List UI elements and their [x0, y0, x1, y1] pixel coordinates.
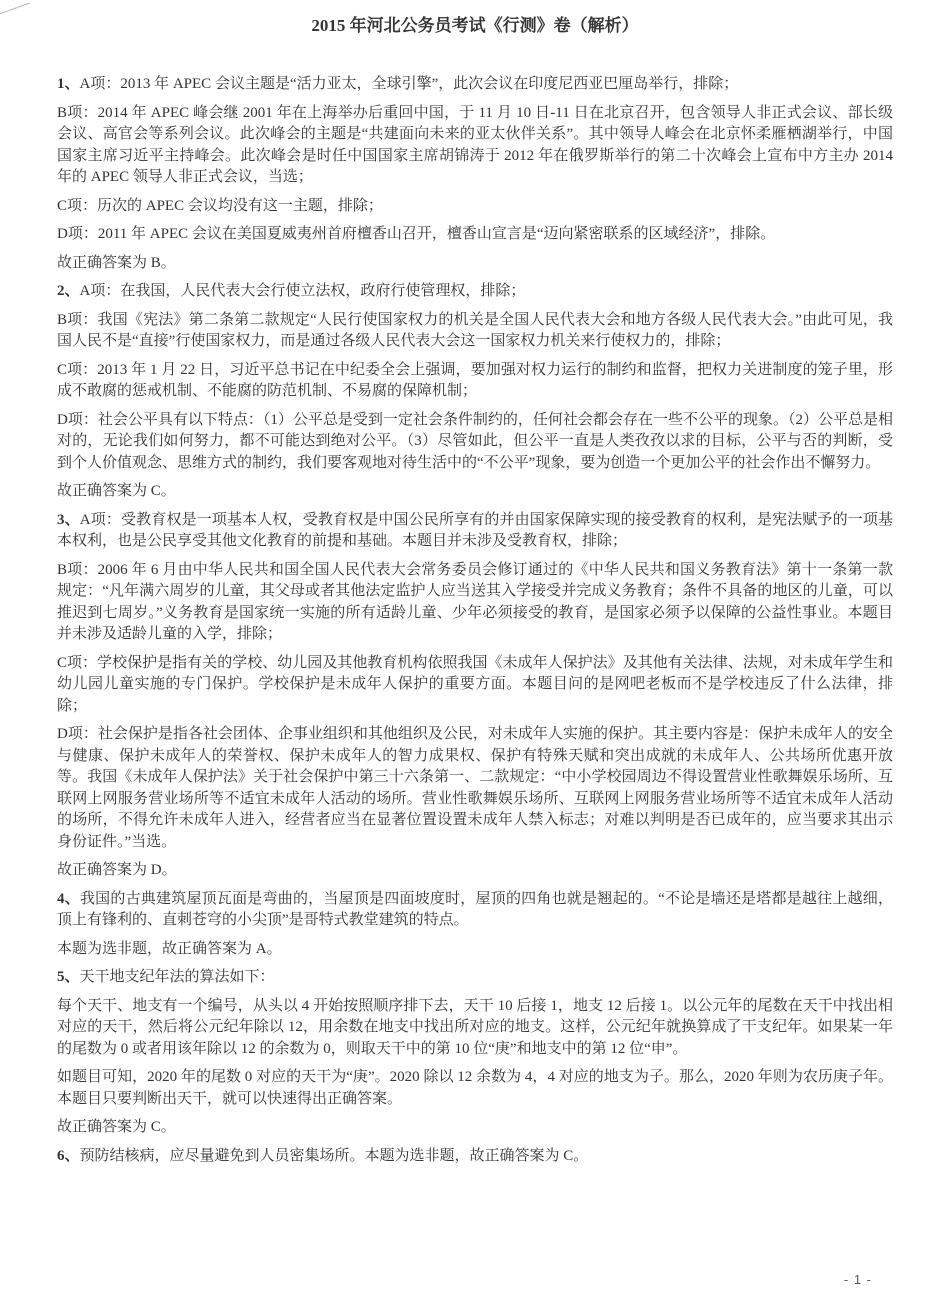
paragraph-text: 故正确答案为 B。 — [57, 254, 176, 271]
paragraph — [57, 103, 893, 189]
item-number: 1、 — [57, 76, 80, 92]
paragraph — [57, 410, 893, 475]
paragraph-text: A项：在我国，人民代表大会行使立法权，政府行使管理权，排除； — [79, 283, 526, 299]
item-number: 2、 — [57, 283, 80, 299]
paragraph-text: C项：学校保护是指有关的学校、幼儿园及其他教育机构依照我国《未成年人保护法》及其他有关法律、法规，对未成年学生和幼儿园儿童实施的专门保护。学校保护是未成年人保护的重要方面。本题目问的是网吧老板而不是学校违反了什么法律，排除； — [57, 654, 893, 714]
paragraph — [57, 653, 893, 718]
paragraph — [57, 560, 893, 646]
paragraph-text: C项：2013 年 1 月 22 日，习近平总书记在中纪委全会上强调，要加强对权力运行的制约和监督，把权力关进制度的笼子里，形成不敢腐的惩戒机制、不能腐的防范机制、不易腐的保障机制； — [57, 361, 893, 399]
paragraph — [57, 1067, 893, 1110]
paragraph-text: 我国的古典建筑屋顶瓦面是弯曲的，当屋顶是四面坡度时，屋顶的四角也就是翘起的。“不论是墙还是塔都是越往上越细，顶上有锋利的、直刺苍穹的小尖顶”是哥特式教堂建筑的特点。 — [57, 890, 893, 928]
paragraph — [57, 996, 893, 1061]
paragraph — [57, 889, 893, 932]
answer-line — [57, 939, 893, 961]
answer-line — [57, 1117, 893, 1139]
paragraph-text: A项：受教育权是一项基本人权，受教育权是中国公民所享有的并由国家保障实现的接受教育的权利，是宪法赋予的一项基本权利，也是公民享受其他文化教育的前提和基础。本题目并未涉及受教育权，排除； — [57, 511, 893, 549]
item-number: 4、 — [57, 890, 80, 907]
paragraph-text: B项：我国《宪法》第二条第二款规定“人民行使国家权力的机关是全国人民代表大会和地方各级人民代表大会。”由此可见，我国人民不是“直接”行使国家权力，而是通过各级人民代表大会这一国家权力机关来行使权力的，排除； — [57, 311, 893, 349]
paragraph-text: C项：历次的 APEC 会议均没有这一主题，排除； — [57, 197, 383, 214]
paragraph-text: D项：2011 年 APEC 会议在美国夏威夷州首府檀香山召开，檀香山宣言是“迈向紧密联系的区域经济”，排除。 — [57, 226, 776, 242]
paragraph-text: 故正确答案为 D。 — [57, 862, 177, 878]
paragraph — [57, 310, 893, 353]
paragraph-text: 故正确答案为 C。 — [57, 1119, 176, 1135]
paragraph-text: B项：2006 年 6 月由中华人民共和国全国人民代表大会常务委员会修订通过的《中华人民共和国义务教育法》第十一条第一款规定：“凡年满六周岁的儿童，其父母或者其他法定监护人应当送其入学接受并完成义务教育；条件不具备的地区的儿童，可以推迟到七周岁。”义务教育是国家统一实施的所有适龄儿童、少年必须接受的教育，是国家必须予以保障的公益性事业。本题目并未涉及适龄儿童的入学，排除； — [57, 561, 893, 642]
scan-artifact-line — [0, 2, 30, 15]
paragraph — [57, 1146, 893, 1168]
paragraph — [57, 224, 893, 246]
paragraph — [57, 281, 893, 303]
item-number: 3、 — [57, 511, 80, 528]
paragraph-text: 预防结核病，应尽量避免到人员密集场所。本题为选非题，故正确答案为 C。 — [79, 1147, 589, 1164]
paragraph — [57, 967, 893, 989]
document-title: 2015 年河北公务员考试《行测》卷（解析） — [311, 16, 639, 35]
paragraph-text: 天干地支纪年法的算法如下： — [79, 969, 275, 985]
answer-line — [57, 860, 893, 882]
item-number: 6、 — [57, 1147, 80, 1164]
paragraph-text: 每个天干、地支有一个编号，从头以 4 开始按照顺序排下去，天干 10 后接 1，地支 12 后接 1。以公元年的尾数在天干中找出相对应的天干，然后将公元纪年除以 12，用余数在地支中找出所对应的地支。这样，公元纪年就换算成了干支纪年。如果某一年的尾数为 0 或者用该年除以 12 的余数为 0，则取天干中的第 10 位“庚”和地支中的第 12 位“申”。 — [57, 997, 893, 1057]
paragraph — [57, 196, 893, 218]
item-number: 5、 — [57, 969, 80, 985]
answer-line — [57, 481, 893, 503]
paragraph-text: D项：社会保护是指各社会团体、企事业组织和其他组织及公民，对未成年人实施的保护。其主要内容是：保护未成年人的安全与健康、保护未成年人的荣誉权、保护未成年人的智力成果权、保护有特殊天赋和突出成就的未成年人、公共场所优惠开放等。我国《未成年人保护法》关于社会保护中第三十六条第一、二款规定：“中小学校园周边不得设置营业性歌舞娱乐场所、互联网上网服务营业场所等不适宜未成年人活动的场所。营业性歌舞娱乐场所、互联网上网服务营业场所等不适宜未成年人活动的场所，不得允许未成年人进入，经营者应当在显著位置设置未成年人禁入标志；对难以判明是否已成年的，应当要求其出示身份证件。”当选。 — [57, 726, 893, 850]
page-number: - 1 - — [843, 1272, 872, 1287]
paragraph-text: D项：社会公平具有以下特点：（1）公平总是受到一定社会条件制约的，任何社会都会存在一些不公平的现象。（2）公平总是相对的，无论我们如何努力，都不可能达到绝对公平。（3）尽管如此，但公平一直是人类孜孜以求的目标，公平与否的判断，受到个人价值观念、思维方式的制约，我们要客观地对待生活中的“不公平”现象，要为创造一个更加公平的社会作出不懈努力。 — [57, 411, 893, 471]
paragraph-text: B项：2014 年 APEC 峰会继 2001 年在上海举办后重回中国，于 11 月 10 日-11 日在北京召开，包含领导人非正式会议、部长级会议、高官会等系列会议。此次峰会的主题是“共建面向未来的亚太伙伴关系”。其中领导人峰会在北京怀柔雁栖湖举行，中国国家主席习近平主持峰会。此次峰会是时任中国国家主席胡锦涛于 2012 年在俄罗斯举行的第二十次峰会上宣布中方主办 2014 年的 APEC 领导人非正式会议，当选； — [57, 104, 893, 185]
paragraph-text: 故正确答案为 C。 — [57, 483, 176, 499]
paragraph — [57, 724, 893, 853]
paragraph — [57, 360, 893, 403]
paragraph-text: A项：2013 年 APEC 会议主题是“活力亚太，全球引擎”，此次会议在印度尼西亚巴厘岛举行，排除； — [79, 76, 739, 92]
paragraph — [57, 510, 893, 553]
paragraph — [57, 74, 893, 96]
answer-line — [57, 253, 893, 275]
paragraph-text: 本题为选非题，故正确答案为 A。 — [57, 940, 282, 957]
paragraph-text: 如题目可知，2020 年的尾数 0 对应的天干为“庚”。2020 除以 12 余数为 4，4 对应的地支为子。那么，2020 年则为农历庚子年。本题目只要判断出天干，就可以快速得出正确答案。 — [57, 1069, 893, 1107]
